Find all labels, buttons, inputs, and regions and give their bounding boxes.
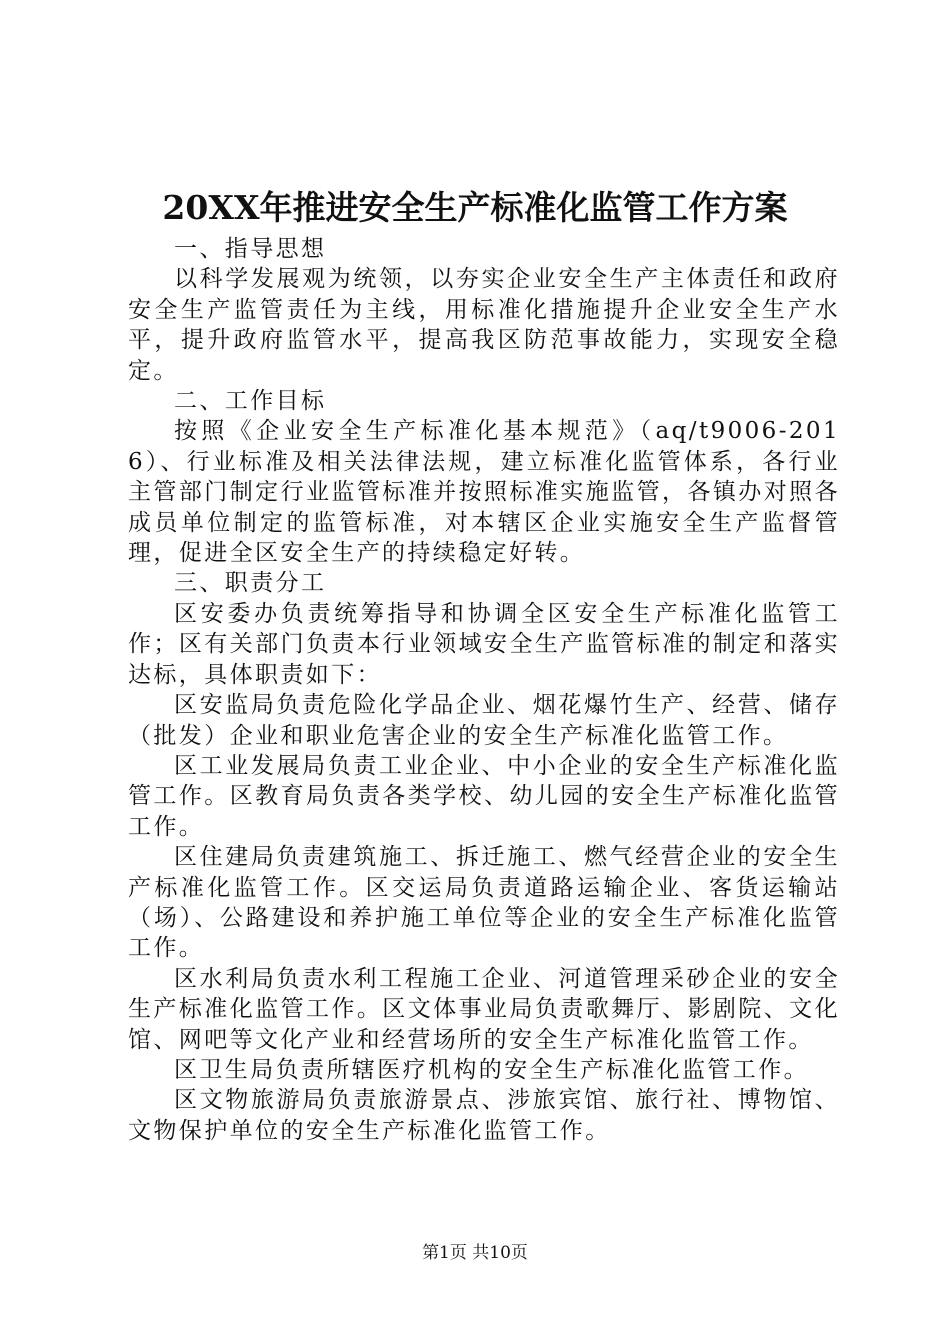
- paragraph-responsibilities-intro: 区安委办负责统筹指导和协调全区安全生产标准化监管工作；区有关部门负责本行业领域安全生产监管标准的制定和落实达标，具体职责如下：: [128, 600, 840, 688]
- paragraph-guiding-ideology: 以科学发展观为统领，以夯实企业安全生产主体责任和政府安全生产监管责任为主线，用标准化措施提升企业安全生产水平，提升政府监管水平，提高我区防范事故能力，实现安全稳定。: [128, 266, 840, 384]
- section-heading-guiding-ideology: 一、指导思想: [174, 236, 327, 262]
- document-title: 20XX年推进安全生产标准化监管工作方案: [162, 188, 788, 227]
- section-heading-responsibilities: 三、职责分工: [174, 570, 327, 597]
- section-heading-work-goals: 二、工作目标: [174, 388, 327, 415]
- paragraph-safety-bureau: 区安监局负责危险化学品企业、烟花爆竹生产、经营、储存（批发）企业和职业危害企业的安全生产标准化监管工作。: [128, 692, 840, 749]
- paragraph-tourism: 区文物旅游局负责旅游景点、涉旅宾馆、旅行社、博物馆、文物保护单位的安全生产标准化监管工作。: [128, 1087, 840, 1144]
- page-number-footer: 第1页 共10页: [422, 1243, 528, 1263]
- paragraph-health: 区卫生局负责所辖医疗机构的安全生产标准化监管工作。: [174, 1056, 809, 1083]
- document-body: [128, 234, 840, 1146]
- paragraph-industry-education: 区工业发展局负责工业企业、中小企业的安全生产标准化监管工作。区教育局负责各类学校、幼儿园的安全生产标准化监管工作。: [128, 752, 840, 840]
- paragraph-water-culture: 区水利局负责水利工程施工企业、河道管理采砂企业的安全生产标准化监管工作。区文体事业局负责歌舞厅、影剧院、文化馆、网吧等文化产业和经营场所的安全生产标准化监管工作。: [128, 965, 840, 1053]
- paragraph-work-goals: 按照《企业安全生产标准化基本规范》（aq/t9006-2016）、行业标准及相关法律法规，建立标准化监管体系，各行业主管部门制定行业监管标准并按照标准实施监管，各镇办对照各成员单位制定的监管标准，对本辖区企业实施安全生产监督管理，促进全区安全生产的持续稳定好转。: [128, 418, 840, 567]
- paragraph-construction-transport: 区住建局负责建筑施工、拆迁施工、燃气经营企业的安全生产标准化监管工作。区交运局负责道路运输企业、客货运输站（场）、公路建设和养护施工单位等企业的安全生产标准化监管工作。: [128, 844, 840, 962]
